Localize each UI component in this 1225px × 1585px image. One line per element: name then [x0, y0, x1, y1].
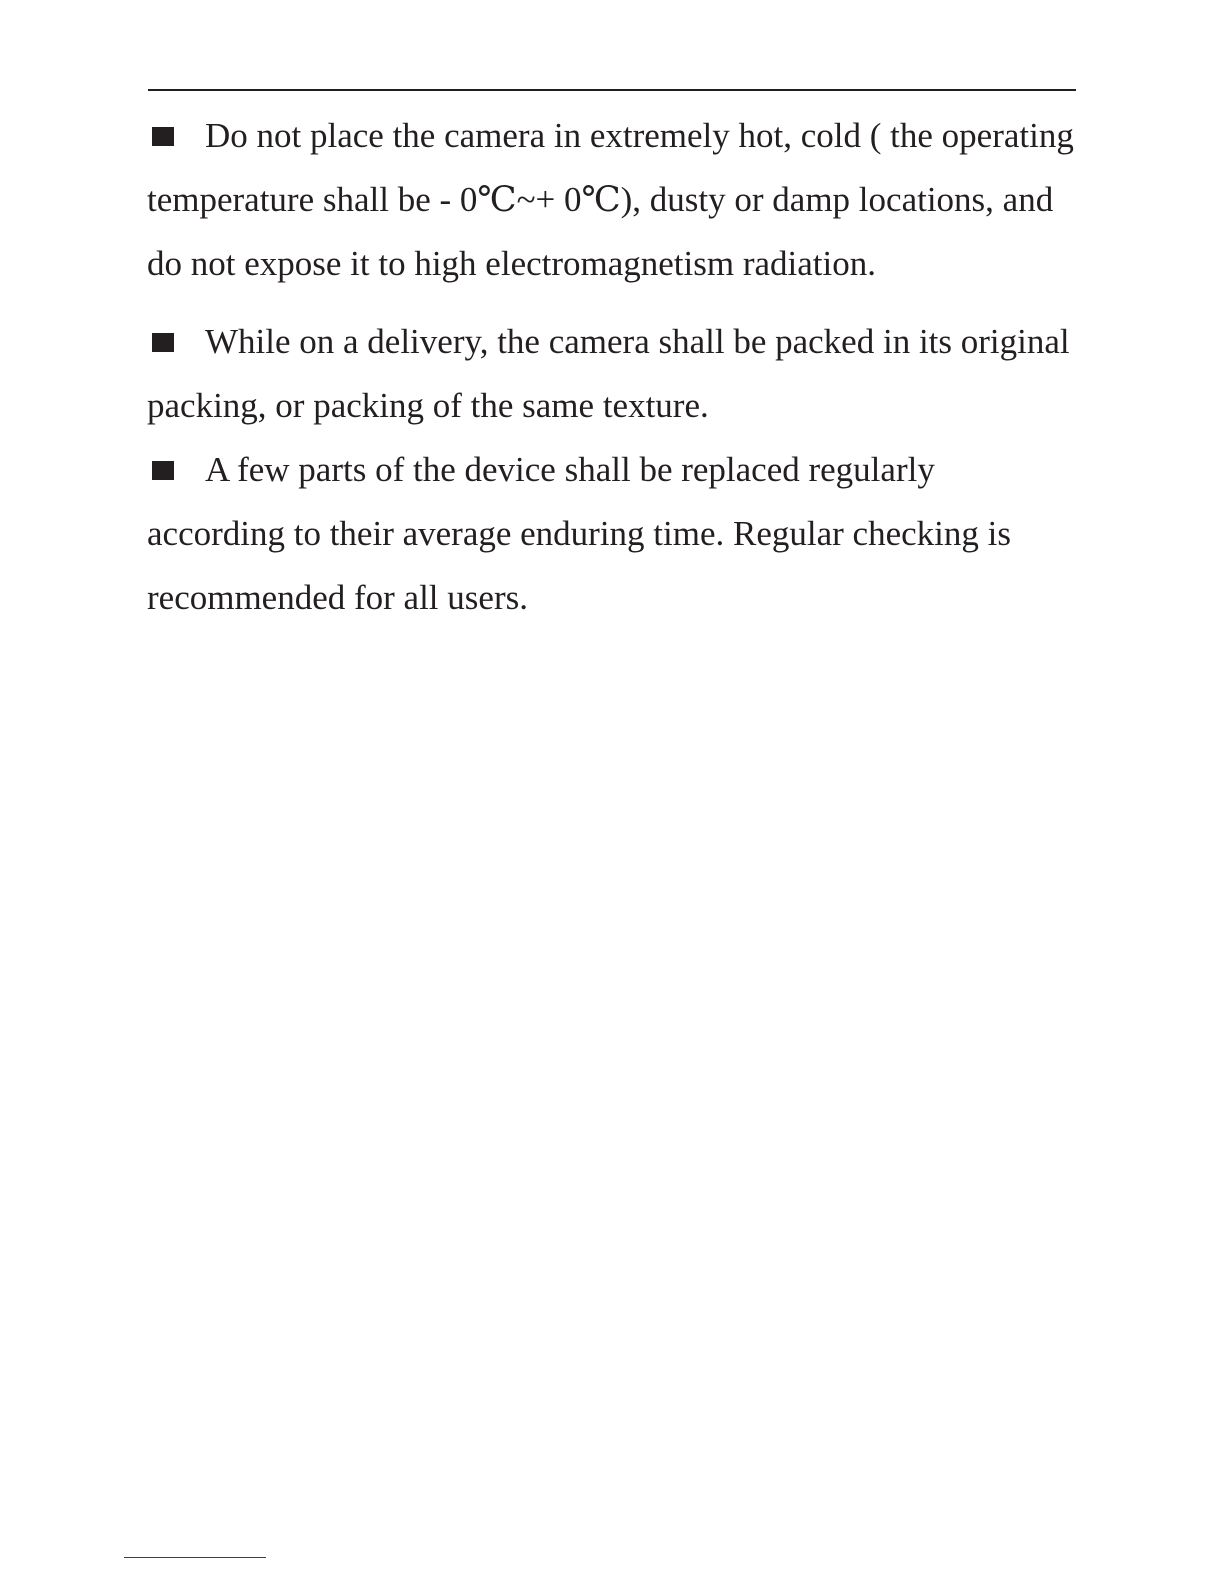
paragraph-parts-replacement [147, 438, 1077, 630]
page-body [147, 104, 1077, 630]
header-rule [148, 89, 1076, 91]
paragraph-text: A few parts of the device shall be replaced regularly according to their average enduring time. Regular checking is recommended for all users. [147, 450, 1011, 617]
square-bullet-icon [152, 333, 174, 352]
paragraph-text: Do not place the camera in extremely hot, cold ( the operating temperature shall be - 0℃~+ 0℃), dusty or damp locations, and do not expose it to high electromagnetism radiation. [147, 116, 1074, 283]
footer-rule [124, 1557, 266, 1558]
paragraph-storage-conditions [147, 104, 1077, 296]
square-bullet-icon [152, 127, 174, 146]
paragraph-delivery-packing [147, 310, 1077, 438]
square-bullet-icon [152, 461, 174, 480]
paragraph-text: While on a delivery, the camera shall be packed in its original packing, or packing of the same texture. [147, 322, 1070, 425]
